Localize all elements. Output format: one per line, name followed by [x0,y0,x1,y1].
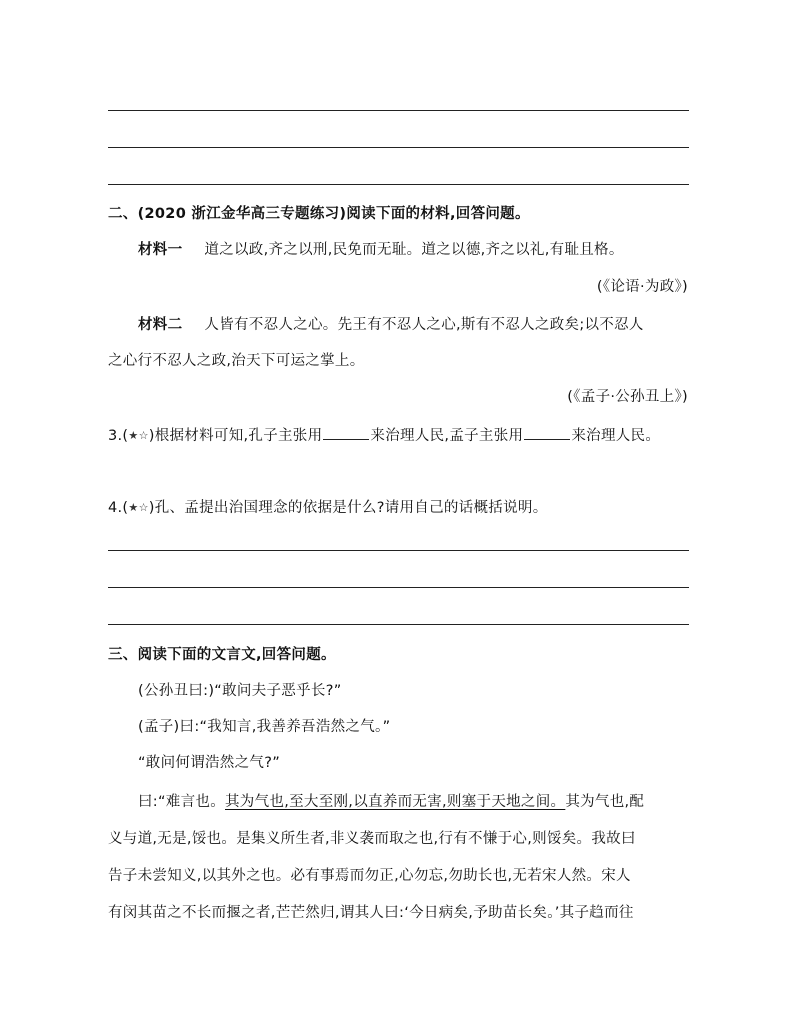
material-2-source: (《孟子·公孙丑上》) [567,389,688,405]
passage-p4-end: 其为气也,配 [565,794,645,810]
material-2-text-1: 人皆有不忍人之心。先王有不忍人之心,斯有不忍人之政矣;以不忍人 [204,317,644,333]
question-3-number: 3.( [108,428,129,444]
question-3-part-3: 来治理人民。 [571,428,661,444]
material-1-text: 道之以政,齐之以刑,民免而无耻。道之以德,齐之以礼,有耻且格。 [204,242,624,258]
passage-line-7: 有闵其苗之不长而揠之者,芒芒然归,谓其人曰:‘今日病矣,予助苗长矣。’其子趋而往 [108,905,634,921]
answer-blank-1[interactable] [323,425,369,440]
question-3-close: ) [148,428,155,444]
answer-line [108,147,689,148]
passage-paragraph-1: (公孙丑曰:)“敢问夫子恶乎长?” [138,683,342,699]
section-3-heading: 三、阅读下面的文言文,回答问题。 [108,647,336,663]
question-3 [108,425,660,446]
answer-line [108,184,689,185]
question-4-number: 4.( [108,500,129,516]
material-2-label: 材料二 [138,317,183,333]
answer-blank-2[interactable] [524,425,570,440]
difficulty-star-icon: ★☆ [128,429,149,442]
question-3-part-1: 根据材料可知,孔子主张用 [154,428,323,444]
difficulty-star-icon: ★☆ [128,501,149,514]
material-1-source: (《论语·为政》) [596,279,688,295]
underlined-sentence: 其为气也,至大至刚,以直养而无害,则塞于天地之间。 [225,794,566,810]
answer-line [108,550,689,551]
question-4-close: ) [148,500,155,516]
passage-line-6: 告子未尝知义,以其外之也。必有事焉而勿正,心勿忘,勿助长也,无若宋人然。宋人 [108,868,631,884]
passage-paragraph-3: “敢问何谓浩然之气?” [138,755,281,771]
section-2-heading: 二、(2020 浙江金华高三专题练习)阅读下面的材料,回答问题。 [108,206,530,222]
answer-line [108,587,689,588]
answer-line [108,110,689,111]
passage-paragraph-4 [138,792,644,812]
answer-line [108,624,689,625]
question-4 [108,498,548,518]
question-3-part-2: 来治理人民,孟子主张用 [370,428,524,444]
material-1-label: 材料一 [138,242,183,258]
material-2-line-2: 之心行不忍人之政,治天下可运之掌上。 [108,353,365,369]
passage-line-5: 义与道,无是,馁也。是集义所生者,非义袭而取之也,行有不慊于心,则馁矣。我故曰 [108,831,636,847]
question-4-text: 孔、孟提出治国理念的依据是什么?请用自己的话概括说明。 [154,500,548,516]
material-1-line [138,240,624,260]
passage-paragraph-2: (孟子)曰:“我知言,我善养吾浩然之气。” [138,719,391,735]
material-2-line-1 [138,315,644,335]
passage-p4-start: 曰:“难言也。 [138,794,225,810]
